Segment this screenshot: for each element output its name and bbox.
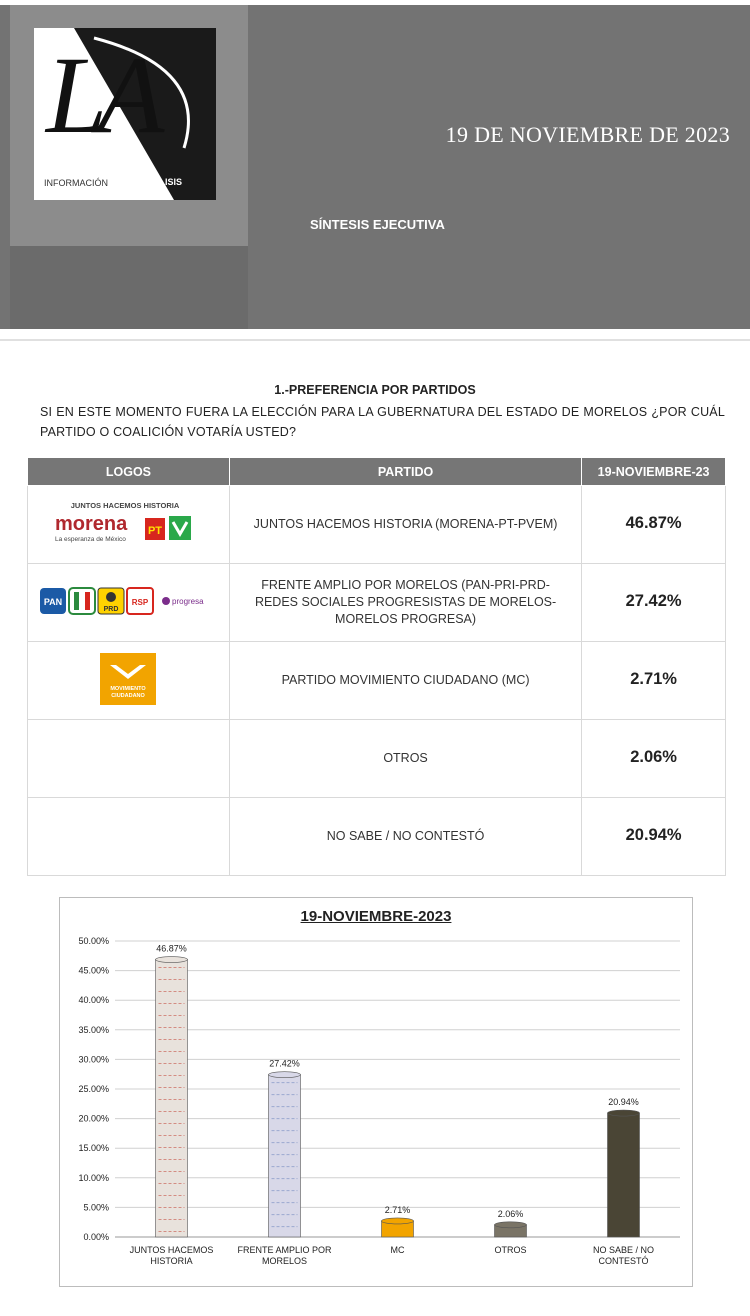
logo-analisis: ANÁLISIS [140,177,183,187]
chart-svg [60,898,694,1288]
y-tick-label: 45.00% [78,965,109,976]
logo-text-progresa: progresa [172,597,205,606]
logo-letters: LA [46,34,155,156]
table-row [28,720,726,798]
logo-y: Y [118,175,127,189]
x-tick-label: CONTESTÓ [598,1256,649,1266]
logo-text-mc2: CIUDADANO [111,693,146,699]
bar-cap [156,957,188,963]
table-row [28,564,726,642]
logo-text-juntos: JUNTOS HACEMOS HISTORIA [71,501,180,510]
morena-coalition-logo [53,498,203,548]
bar-cap [608,1110,640,1116]
data-label: 27.42% [269,1058,300,1069]
logo-text-morena: morena [55,513,128,535]
x-tick-label: OTROS [494,1245,527,1255]
y-tick-label: 15.00% [78,1143,109,1154]
x-tick-label: HISTORIA [150,1256,193,1266]
party-percentage: 2.06% [582,720,726,798]
logo-text-rsp: RSP [132,598,149,607]
y-tick-label: 25.00% [78,1084,109,1094]
report-date: 19 DE NOVIEMBRE DE 2023 [445,122,730,147]
party-percentage: 46.87% [582,486,726,564]
logo-text-pt: PT [148,525,163,537]
brand-logo [34,28,216,200]
y-tick-label: 10.00% [78,1172,109,1183]
survey-question: SI EN ESTE MOMENTO FUERA LA ELECCIÓN PARA LA GUBERNATURA DEL ESTADO DE MORELOS ¿POR CUÁL PARTIDO O COALICIÓN VOTARÍA USTED? [40,405,725,439]
party-percentage: 2.71% [582,642,726,720]
logo-text-morena-sub: La esperanza de México [55,536,127,543]
x-tick-label: MC [390,1245,405,1255]
table-header-row [28,458,726,486]
y-tick-label: 40.00% [78,995,109,1006]
logo-informacion: INFORMACIÓN [44,178,108,188]
results-table [27,457,726,876]
bar [269,1075,301,1237]
party-name: NO SABE / NO CONTESTÓ [229,798,581,876]
logo-text-mc1: MOVIMIENTO [110,686,147,692]
party-percentage: 27.42% [582,564,726,642]
data-label: 2.06% [497,1208,524,1219]
logo-cell [28,720,230,798]
x-tick-label: JUNTOS HACEMOS [129,1245,214,1255]
logo-text-pan: PAN [44,597,63,607]
party-name: PARTIDO MOVIMIENTO CIUDADANO (MC) [229,642,581,720]
y-tick-label: 0.00% [83,1232,109,1242]
table-row [28,642,726,720]
y-tick-label: 5.00% [83,1202,109,1213]
data-label: 2.71% [384,1204,411,1215]
header-date: 19-NOVIEMBRE-23 [582,458,726,486]
party-name: FRENTE AMPLIO POR MORELOS (PAN-PRI-PRD-REDES SOCIALES PROGRESISTAS DE MORELOS-MORELOS PROGRESA) [229,564,581,642]
bar-cap [382,1218,414,1224]
divider [0,339,750,341]
mc-logo [100,653,156,705]
header-logos: LOGOS [28,458,230,486]
y-tick-label: 20.00% [78,1113,109,1124]
party-percentage: 20.94% [582,798,726,876]
logo-cell [28,486,230,564]
chart-title: 19-NOVIEMBRE-2023 [300,908,452,925]
logo-cell [28,642,230,720]
data-label: 20.94% [608,1097,639,1108]
header-logo-panel-bottom [10,246,248,329]
party-name: JUNTOS HACEMOS HISTORIA (MORENA-PT-PVEM) [229,486,581,564]
x-tick-label: FRENTE AMPLIO POR [237,1245,332,1255]
frente-amplio-logos [38,584,218,618]
header [0,0,750,330]
header-partido: PARTIDO [229,458,581,486]
report-subtitle: SÍNTESIS EJECUTIVA [310,217,445,232]
party-name: OTROS [229,720,581,798]
bar-cap [269,1072,301,1078]
x-tick-label: MORELOS [261,1256,308,1266]
bar-chart [59,897,693,1287]
section-title: 1.-PREFERENCIA POR PARTIDOS [274,383,476,397]
logo-text-prd: PRD [104,606,119,613]
logo-cell [28,798,230,876]
x-tick-label: NO SABE / NO [592,1245,655,1255]
y-tick-label: 35.00% [78,1024,109,1035]
y-tick-label: 50.00% [78,936,109,946]
data-label: 46.87% [156,943,187,954]
y-tick-label: 30.00% [78,1054,109,1065]
logo-cell [28,564,230,642]
table-row [28,486,726,564]
table-row [28,798,726,876]
bar-cap [495,1222,527,1228]
bar [608,1113,640,1237]
